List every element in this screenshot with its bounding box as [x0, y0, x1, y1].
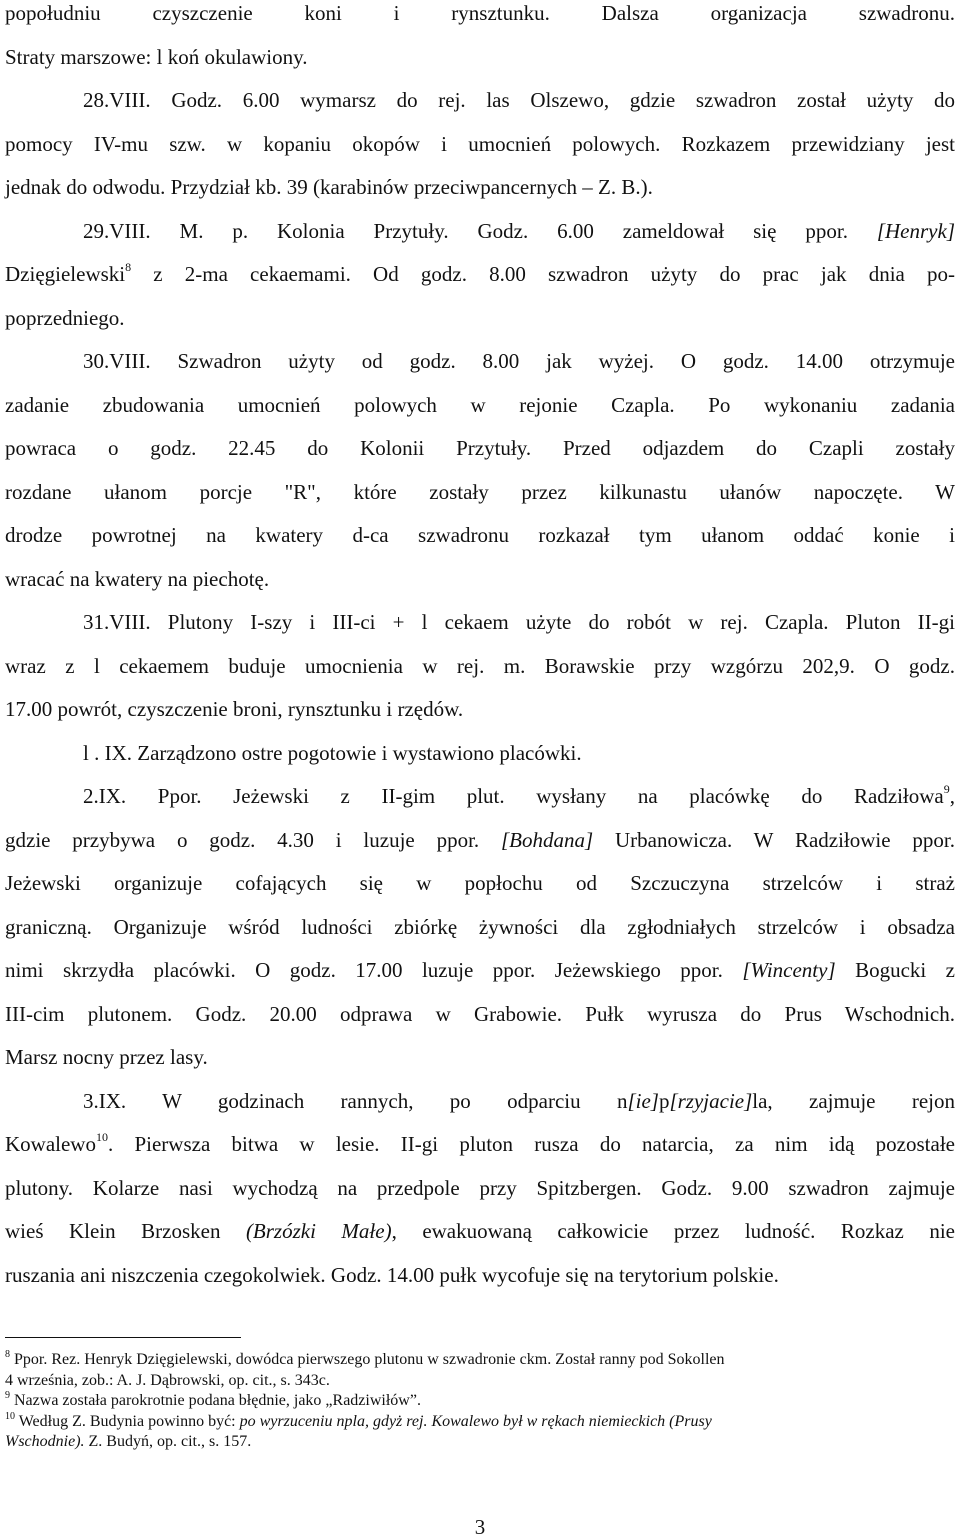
page-number: 3 — [474, 1515, 486, 1539]
text-run: drodze powrotnej na kwatery d-ca szwadronu rozkazał tym ułanom oddać konie i — [5, 523, 955, 547]
footnote-line — [5, 1371, 953, 1391]
text-run: poprzedniego. — [5, 306, 125, 330]
text-run: Straty marszowe: l koń okulawiony. — [5, 45, 308, 69]
footnote-marker: 9 — [943, 782, 950, 796]
footnote-marker: 8 — [125, 260, 132, 274]
text-line — [5, 261, 955, 287]
italic-text: [Wincenty] — [742, 958, 836, 982]
text-run: , ewakuowaną całkowicie przez ludność. Rozkaz nie — [391, 1219, 955, 1243]
text-line — [83, 87, 955, 113]
text-run: 29.VIII. M. p. Kolonia Przytuły. Godz. 6.00 zameldował się ppor. — [83, 219, 877, 243]
text-line — [83, 1088, 955, 1114]
italic-text: [Bohdana] — [501, 828, 594, 852]
text-run: z 2-ma cekaemami. Od godz. 8.00 szwadron użyty do prac jak dnia po- — [131, 262, 955, 286]
text-run: Z. Budyń, op. cit., s. 157. — [84, 1433, 252, 1450]
text-line — [5, 566, 955, 592]
text-run: Bogucki z — [835, 958, 955, 982]
text-run: Dzięgielewski — [5, 262, 126, 286]
text-run: 28.VIII. Godz. 6.00 wymarsz do rej. las Olszewo, gdzie szwadron został użyty do — [83, 88, 955, 112]
text-line — [5, 479, 955, 505]
text-run: III-cim plutonem. Godz. 20.00 odprawa w Grabowie. Pułk wyrusza do Prus Wschodnich. — [5, 1002, 955, 1026]
text-run: ruszania ani niszczenia czegokolwiek. Godz. 14.00 pułk wycofuje się na terytorium polskie. — [5, 1263, 779, 1287]
text-run: 30.VIII. Szwadron użyty od godz. 8.00 jak wyżej. O godz. 14.00 otrzymuje — [83, 349, 955, 373]
text-line — [5, 131, 955, 157]
italic-text: po wyrzuceniu npla, gdyż rej. Kowalewo był w rękach niemieckich (Prusy — [239, 1413, 712, 1430]
italic-text: [rzyjacie] — [669, 1089, 753, 1113]
text-run: Jeżewski organizuje cofających się w popłochu od Szczuczyna strzelców i straż — [5, 871, 955, 895]
text-line — [5, 435, 955, 461]
text-run: pomocy IV-mu szw. w kopaniu okopów i umocnień polowych. Rozkazem przewidziany jest — [5, 132, 955, 156]
text-line — [83, 348, 955, 374]
text-run: 3.IX. W godzinach rannych, po odparciu n — [83, 1089, 628, 1113]
text-line — [83, 740, 955, 766]
text-run: la, zajmuje rejon — [752, 1089, 955, 1113]
text-line — [5, 870, 955, 896]
text-run: 4 września, zob.: A. J. Dąbrowski, op. cit., s. 343c. — [5, 1372, 330, 1389]
text-line — [5, 392, 955, 418]
italic-text: [Henryk] — [876, 219, 955, 243]
text-line — [5, 1044, 955, 1070]
text-run: graniczną. Organizuje wśród ludności zbiórkę żywności dla zgłodniałych strzelców i obsadza — [5, 915, 955, 939]
text-line — [5, 1131, 955, 1157]
footnote-marker: 10 — [5, 1410, 15, 1422]
text-run: , — [949, 784, 955, 808]
text-run: Marsz nocny przez lasy. — [5, 1045, 208, 1069]
text-line — [5, 1175, 955, 1201]
italic-text: (Brzózki Małe) — [245, 1219, 392, 1243]
footnote-line — [5, 1350, 953, 1370]
text-run: Ppor. Rez. Henryk Dzięgielewski, dowódca pierwszego plutonu w szwadronie ckm. Został ranny pod Sokollen — [10, 1351, 725, 1368]
footnote-marker: 10 — [95, 1130, 108, 1144]
text-run: Według Z. Budynia powinno być: — [15, 1413, 240, 1430]
text-line — [5, 957, 955, 983]
text-run: p — [658, 1089, 670, 1113]
text-line — [5, 0, 955, 26]
italic-text: [ie] — [627, 1089, 659, 1113]
text-run: jednak do odwodu. Przydział kb. 39 (karabinów przeciwpancernych – Z. B.). — [5, 175, 653, 199]
text-line — [83, 218, 955, 244]
italic-text: Wschodnie). — [5, 1433, 85, 1450]
text-run: Kowalewo — [5, 1132, 96, 1156]
footnote-separator — [5, 1337, 241, 1338]
text-run: . Pierwsza bitwa w lesie. II-gi pluton rusza do natarcia, za nim idą pozostałe — [107, 1132, 955, 1156]
footnote-line — [5, 1391, 953, 1411]
text-line — [5, 522, 955, 548]
text-run: 2.IX. Ppor. Jeżewski z II-gim plut. wysłany na placówkę do Radziłowa — [83, 784, 944, 808]
text-run: 17.00 powrót, czyszczenie broni, rynsztunku i rzędów. — [5, 697, 464, 721]
text-run: zadanie zbudowania umocnień polowych w rejonie Czapla. Po wykonaniu zadania — [5, 393, 955, 417]
text-run: 31.VIII. Plutony I-szy i III-ci + l cekaem użyte do robót w rej. Czapla. Pluton II-gi — [83, 610, 955, 634]
text-line — [5, 1001, 955, 1027]
text-line — [83, 609, 955, 635]
text-run: nimi skrzydła placówki. O godz. 17.00 luzuje ppor. Jeżewskiego ppor. — [5, 958, 743, 982]
text-run: popołudniu czyszczenie koni i rynsztunku. Dalsza organizacja szwadronu. — [5, 1, 955, 25]
text-run: Urbanowicza. W Radziłowie ppor. — [593, 828, 955, 852]
text-line — [5, 1262, 955, 1288]
text-run: gdzie przybywa o godz. 4.30 i luzuje ppor. — [5, 828, 501, 852]
footnote-marker: 9 — [5, 1389, 10, 1401]
text-line — [5, 305, 955, 331]
text-run: plutony. Kolarze nasi wychodzą na przedpole przy Spitzbergen. Godz. 9.00 szwadron zajmuje — [5, 1176, 955, 1200]
text-run: l . IX. Zarządzono ostre pogotowie i wystawiono placówki. — [83, 741, 582, 765]
text-line — [5, 1218, 955, 1244]
text-run: wracać na kwatery na piechotę. — [5, 567, 270, 591]
text-line — [5, 696, 955, 722]
text-line — [5, 174, 955, 200]
footnote-line — [5, 1432, 953, 1452]
text-run: wraz z l cekaemem buduje umocnienia w rej. m. Borawskie przy wzgórzu 202,9. O godz. — [5, 654, 955, 678]
text-run: rozdane ułanom porcje "R", które zostały przez kilkunastu ułanów napoczęte. W — [5, 480, 955, 504]
text-line — [5, 653, 955, 679]
text-line — [5, 914, 955, 940]
footnote-marker: 8 — [5, 1348, 10, 1360]
footnote-line — [5, 1412, 953, 1432]
text-run: powraca o godz. 22.45 do Kolonii Przytuły. Przed odjazdem do Czapli zostały — [5, 436, 955, 460]
text-line — [5, 44, 955, 70]
text-run: wieś Klein Brzosken — [5, 1219, 246, 1243]
text-line — [83, 783, 955, 809]
text-run: Nazwa została parokrotnie podana błędnie, jako „Radziwiłów”. — [10, 1392, 421, 1409]
text-line — [5, 827, 955, 853]
